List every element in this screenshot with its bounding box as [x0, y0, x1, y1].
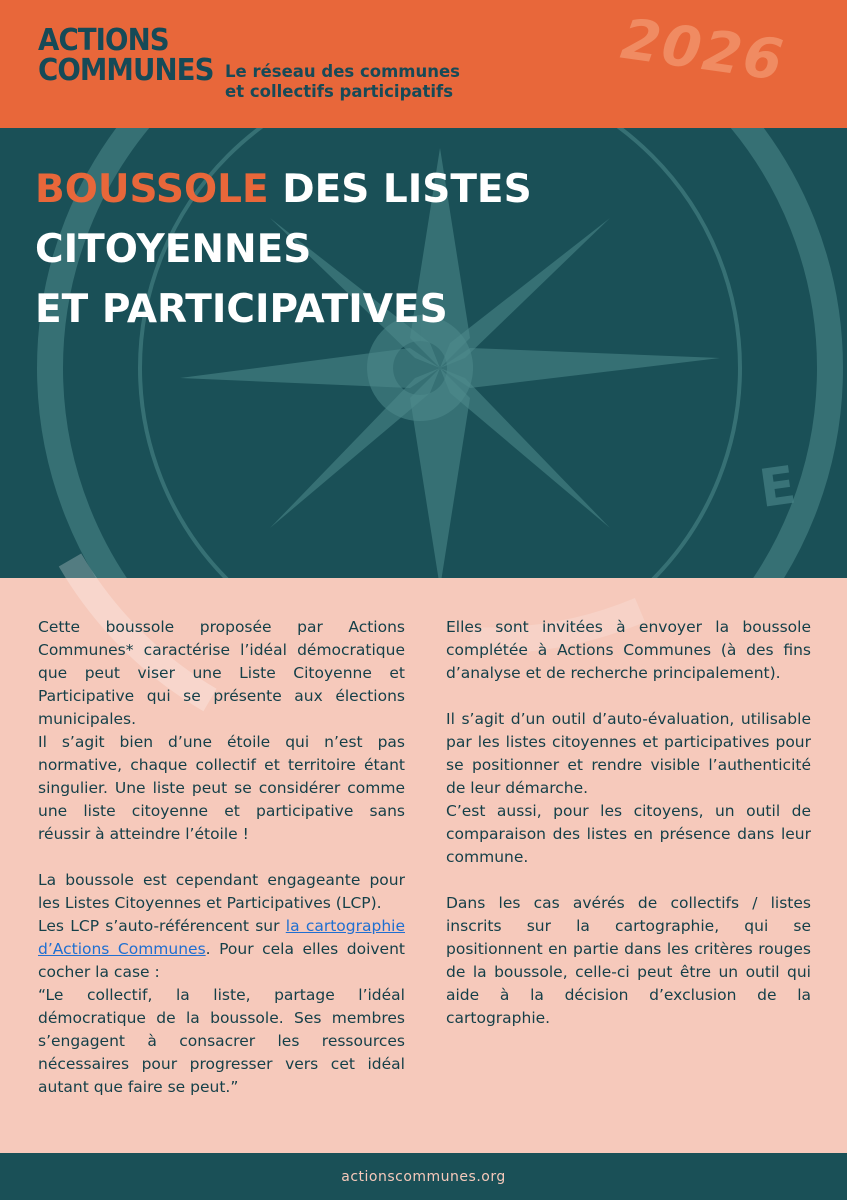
right-paragraph-1: Elles sont invitées à envoyer la boussole complétée à Actions Communes (à des fins d’analyse et de recherche principalement). — [446, 618, 811, 682]
right-paragraph-4: Dans les cas avérés de collectifs / listes inscrits sur la cartographie, qui se positionnent en partie dans les critères rouges de la boussole, celle-ci peut être un outil qui aide à la décision d’exclusion de la cartographie. — [446, 894, 811, 1027]
actions-communes-logo[interactable] — [38, 23, 218, 88]
right-column — [446, 616, 811, 1053]
left-column — [38, 616, 405, 1122]
title-line-2: ET PARTICIPATIVES — [35, 287, 448, 332]
logo-line-2: COMMUNES — [38, 53, 214, 88]
left-paragraph-3: La boussole est cependant engageante pour les Listes Citoyennes et Participatives (LCP). — [38, 871, 405, 912]
title-accent: BOUSSOLE — [35, 167, 269, 212]
header-banner — [0, 0, 847, 128]
left-paragraph-quote: “Le collectif, la liste, partage l’idéal démocratique de la boussole. Ses membres s’engagent à consacrer les ressources nécessaires pour progresser vers cet idéal autant que faire se peut.” — [38, 986, 405, 1096]
right-paragraph-2: Il s’agit d’un outil d’auto-évaluation, utilisable par les listes citoyennes et participatives pour se positionner et rendre visible l’authenticité de leur démarche. — [446, 710, 811, 797]
left-paragraph-2: Il s’agit bien d’une étoile qui n’est pas normative, chaque collectif et territoire étant singulier. Une liste peut se considérer comme une liste citoyenne et participative sans réussir à atteindre l’étoile ! — [38, 733, 405, 843]
footer-bar — [0, 1153, 847, 1200]
left-paragraph-4-after: . Pour cela elles doivent cocher la case : — [38, 940, 405, 981]
tagline — [225, 62, 460, 102]
cartography-link[interactable]: la cartographie d’Actions Communes — [38, 917, 405, 958]
title-line-1 — [35, 160, 795, 280]
right-paragraph-3: C’est aussi, pour les citoyens, un outil de comparaison des listes en présence dans leur commune. — [446, 802, 811, 866]
tagline-line-1: Le réseau des communes — [225, 62, 460, 81]
title-rest: DES LISTES CITOYENNES — [35, 167, 532, 272]
footer-url-link[interactable]: actionscommunes.org — [341, 1169, 506, 1185]
compass-east-letter: E — [755, 455, 800, 520]
tagline-line-2: et collectifs participatifs — [225, 82, 454, 101]
left-paragraph-1: Cette boussole proposée par Actions Communes* caractérise l’idéal démocratique que peut viser une Liste Citoyenne et Participative qui se présente aux élections municipales. — [38, 618, 405, 728]
logo-line-1: ACTIONS — [38, 23, 169, 58]
left-paragraph-4 — [38, 915, 405, 984]
left-paragraph-4-before: Les LCP s’auto-référencent sur — [38, 917, 286, 935]
page-title — [35, 160, 795, 340]
year-badge: 2026 — [617, 6, 789, 95]
